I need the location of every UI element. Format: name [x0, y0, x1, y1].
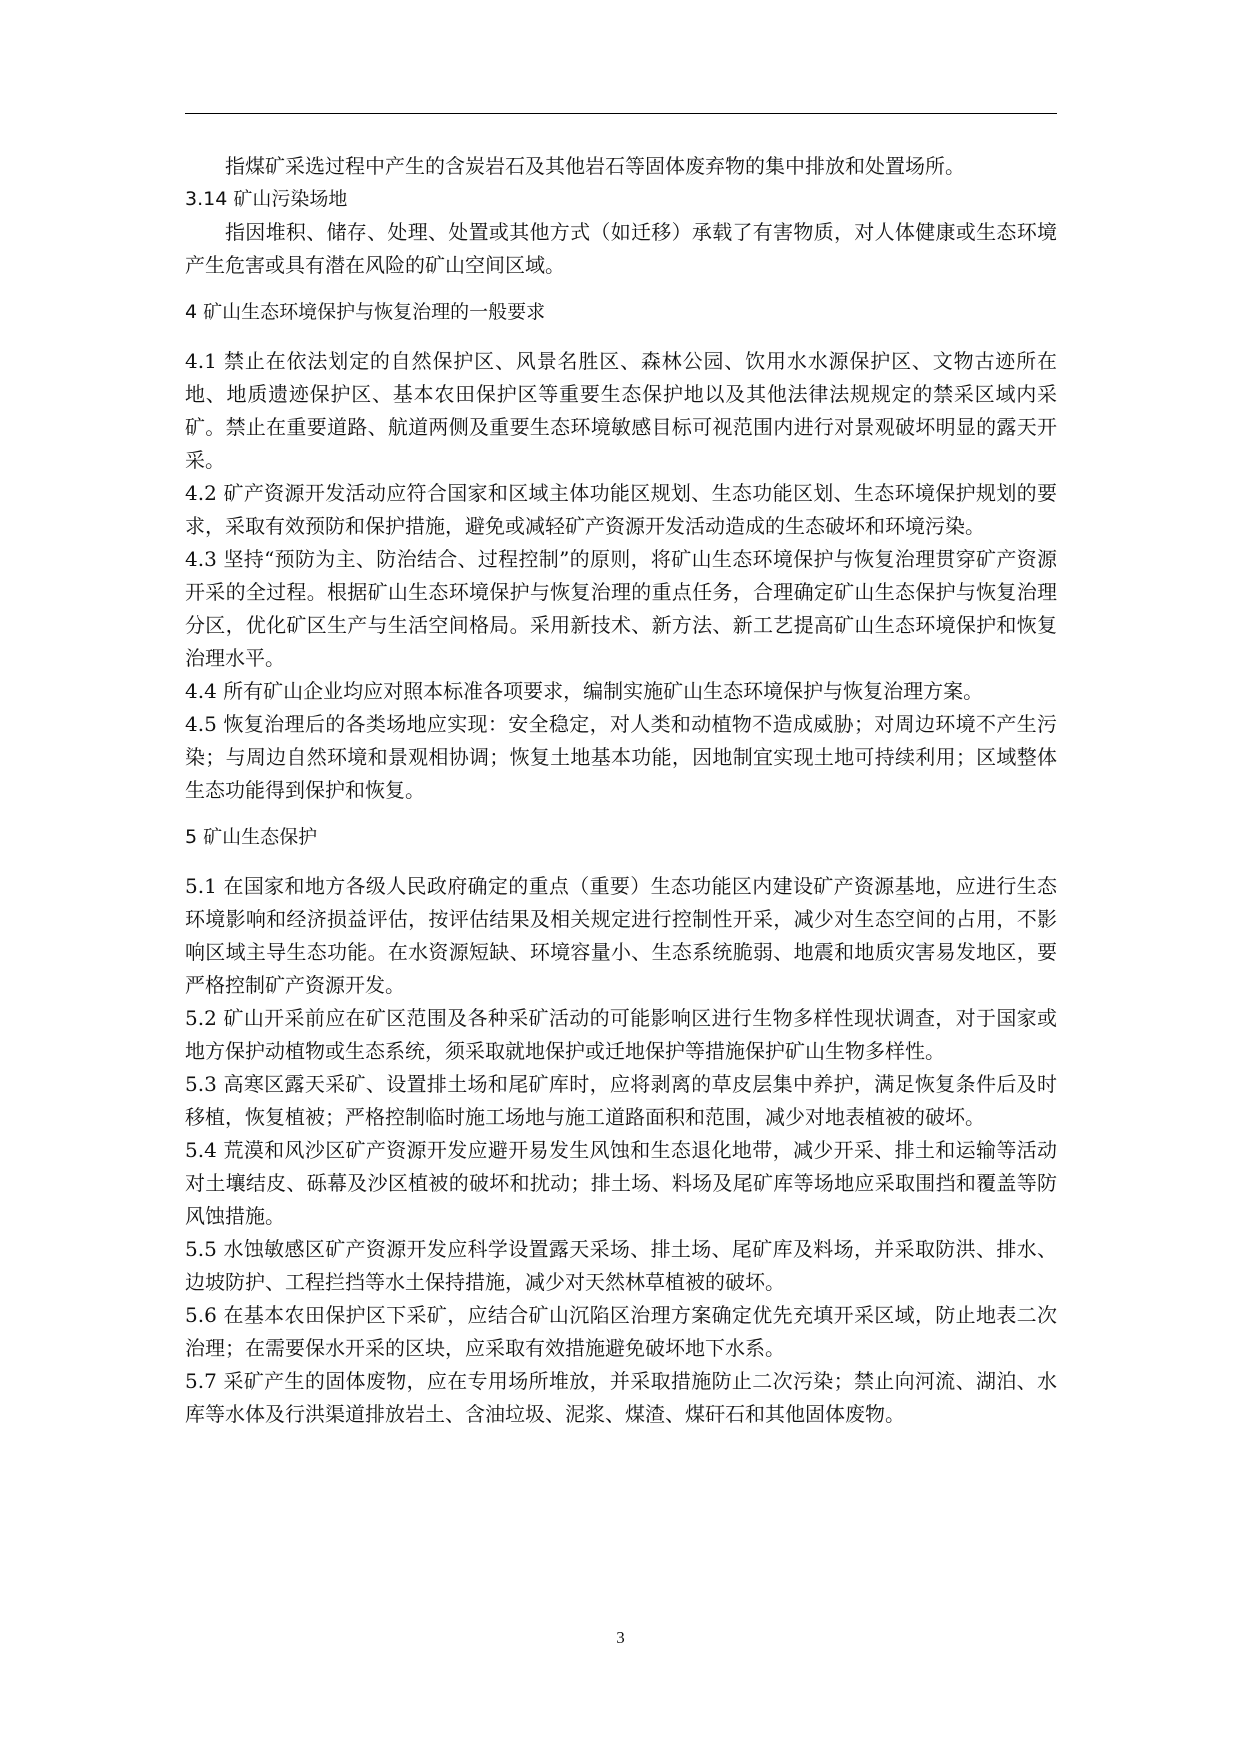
- clause-5-6: 5.6 在基本农田保护区下采矿，应结合矿山沉陷区治理方案确定优先充填开采区域，防止地表二次治理；在需要保水开采的区块，应采取有效措施避免破坏地下水系。: [185, 1303, 1057, 1360]
- document-body: [185, 150, 1057, 1431]
- clause-5-1: 5.1 在国家和地方各级人民政府确定的重点（重要）生态功能区内建设矿产资源基地，应进行生态环境影响和经济损益评估，按评估结果及相关规定进行控制性开采，减少对生态空间的占用，不影响区域主导生态功能。在水资源短缺、环境容量小、生态系统脆弱、地震和地质灾害易发地区，要严格控制矿产资源开发。: [185, 874, 1057, 997]
- clause-5-5: 5.5 水蚀敏感区矿产资源开发应科学设置露天采场、排土场、尾矿库及料场，并采取防洪、排水、边坡防护、工程拦挡等水土保持措施，减少对天然林草植被的破坏。: [185, 1237, 1057, 1294]
- paragraph-3-14-definition: 指因堆积、储存、处理、处置或其他方式（如迁移）承载了有害物质，对人体健康或生态环境产生危害或具有潜在风险的矿山空间区域。: [185, 220, 1057, 277]
- clause-5-2: 5.2 矿山开采前应在矿区范围及各种采矿活动的可能影响区进行生物多样性现状调查，对于国家或地方保护动植物或生态系统，须采取就地保护或迁地保护等措施保护矿山生物多样性。: [185, 1006, 1057, 1063]
- clause-4-4: 4.4 所有矿山企业均应对照本标准各项要求，编制实施矿山生态环境保护与恢复治理方案。: [185, 679, 984, 703]
- heading-3-14: 3.14 矿山污染场地: [185, 188, 348, 210]
- clause-4-1: 4.1 禁止在依法划定的自然保护区、风景名胜区、森林公园、饮用水水源保护区、文物古迹所在地、地质遗迹保护区、基本农田保护区等重要生态保护地以及其他法律法规规定的禁采区域内采矿。禁止在重要道路、航道两侧及重要生态环境敏感目标可视范围内进行对景观破坏明显的露天开采。: [185, 349, 1057, 472]
- clause-4-5: 4.5 恢复治理后的各类场地应实现：安全稳定，对人类和动植物不造成威胁；对周边环境不产生污染；与周边自然环境和景观相协调；恢复土地基本功能，因地制宜实现土地可持续利用；区域整体生态功能得到保护和恢复。: [185, 712, 1057, 802]
- paragraph-3-13-definition: 指煤矿采选过程中产生的含炭岩石及其他岩石等固体废弃物的集中排放和处置场所。: [225, 154, 965, 178]
- heading-section-5: 5 矿山生态保护: [185, 826, 318, 848]
- heading-section-4: 4 矿山生态环境保护与恢复治理的一般要求: [185, 301, 546, 323]
- clause-5-3: 5.3 高寒区露天采矿、设置排土场和尾矿库时，应将剥离的草皮层集中养护，满足恢复条件后及时移植，恢复植被；严格控制临时施工场地与施工道路面积和范围，减少对地表植被的破坏。: [185, 1072, 1057, 1129]
- clause-4-3: 4.3 坚持“预防为主、防治结合、过程控制”的原则，将矿山生态环境保护与恢复治理贯穿矿产资源开采的全过程。根据矿山生态环境保护与恢复治理的重点任务，合理确定矿山生态保护与恢复治理分区，优化矿区生产与生活空间格局。采用新技术、新方法、新工艺提高矿山生态环境保护和恢复治理水平。: [185, 547, 1057, 670]
- header-rule: [185, 113, 1057, 114]
- clause-5-7: 5.7 采矿产生的固体废物，应在专用场所堆放，并采取措施防止二次污染；禁止向河流、湖泊、水库等水体及行洪渠道排放岩土、含油垃圾、泥浆、煤渣、煤矸石和其他固体废物。: [185, 1369, 1057, 1426]
- clause-5-4: 5.4 荒漠和风沙区矿产资源开发应避开易发生风蚀和生态退化地带，减少开采、排土和运输等活动对土壤结皮、砾幕及沙区植被的破坏和扰动；排土场、料场及尾矿库等场地应采取围挡和覆盖等防风蚀措施。: [185, 1138, 1057, 1228]
- clause-4-2: 4.2 矿产资源开发活动应符合国家和区域主体功能区规划、生态功能区划、生态环境保护规划的要求，采取有效预防和保护措施，避免或减轻矿产资源开发活动造成的生态破坏和环境污染。: [185, 481, 1057, 538]
- page-number: 3: [616, 1628, 625, 1647]
